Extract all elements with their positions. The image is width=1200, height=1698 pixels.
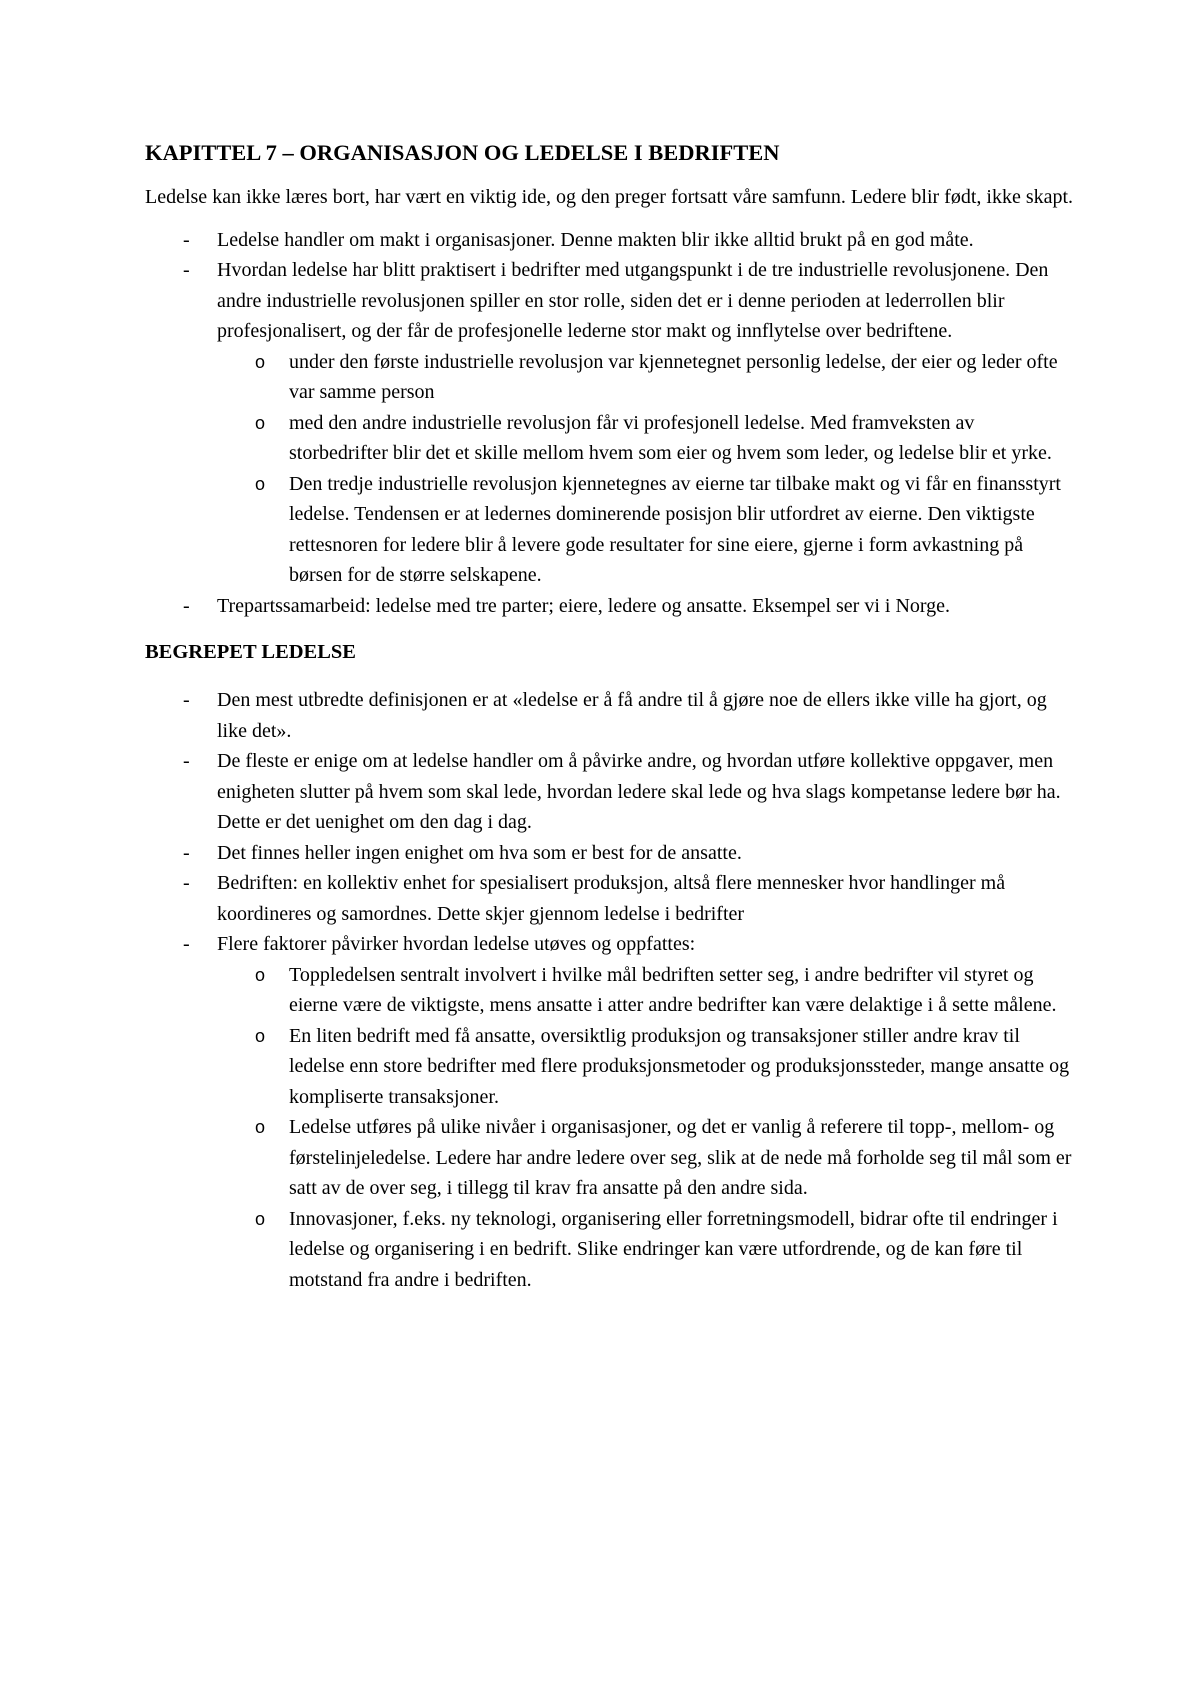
list-item bbox=[145, 591, 1075, 622]
document-page bbox=[145, 138, 1075, 1295]
sub-list-item bbox=[217, 1021, 1075, 1113]
dash-bullet: - bbox=[183, 594, 190, 617]
circle-bullet: o bbox=[255, 1117, 266, 1137]
section1-list bbox=[145, 225, 1075, 622]
sub-list-item-text: En liten bedrift med få ansatte, oversiktlig produksjon og transaksjoner stiller andre krav til ledelse enn store bedrifter med flere produksjonsmetoder og produksjonssteder, mange ansatte og kompliserte transaksjoner. bbox=[289, 1024, 1070, 1108]
sub-list-item-text: Ledelse utføres på ulike nivåer i organisasjoner, og det er vanlig å referere til topp-, mellom- og førstelinjeledelse. Ledere har andre ledere over seg, slik at de nede må forholde seg til mål som er satt av de over seg, i tillegg til krav fra ansatte på den andre sida. bbox=[289, 1116, 1072, 1199]
sub-list-item-text: Innovasjoner, f.eks. ny teknologi, organisering eller forretningsmodell, bidrar ofte til endringer i ledelse og organisering i en bedrift. Slike endringer kan være utfordrende, og de kan føre til motstand fra andre i bedriften. bbox=[289, 1207, 1058, 1291]
sub-list-item bbox=[217, 1204, 1075, 1296]
circle-bullet: o bbox=[255, 1208, 266, 1229]
sub-list-item-text: Den tredje industrielle revolusjon kjennetegnes av eierne tar tilbake makt og vi får en finansstyrt ledelse. Tendensen er at ledernes dominerende posisjon blir utfordret av eierne. Den viktigste rettesnoren for ledere blir å levere gode resultater for sine eiere, gjerne i form avkastning på børsen for de større selskapene. bbox=[289, 472, 1061, 586]
list-item-text: Ledelse handler om makt i organisasjoner. Denne makten blir ikke alltid brukt på en god måte. bbox=[217, 228, 974, 251]
list-item bbox=[145, 838, 1075, 869]
sub-list-item-text: under den første industrielle revolusjon var kjennetegnet personlig ledelse, der eier og leder ofte var samme person bbox=[289, 350, 1058, 403]
list-item bbox=[145, 746, 1075, 838]
list-item bbox=[145, 225, 1075, 256]
sub-list-item bbox=[217, 347, 1075, 408]
dash-bullet: - bbox=[183, 228, 190, 251]
circle-bullet: o bbox=[255, 412, 266, 433]
intro-paragraph: Ledelse kan ikke læres bort, har vært en viktig ide, og den preger fortsatt våre samfunn. Ledere blir født, ikke skapt. bbox=[145, 186, 1074, 208]
dash-bullet: - bbox=[183, 872, 190, 894]
circle-bullet: o bbox=[255, 351, 266, 372]
dash-bullet: - bbox=[183, 750, 190, 772]
sub-list bbox=[217, 347, 1075, 591]
list-item-text: Trepartssamarbeid: ledelse med tre parter; eiere, ledere og ansatte. Eksempel ser vi i Norge. bbox=[217, 594, 951, 617]
dash-bullet: - bbox=[183, 259, 190, 281]
list-item-text: De fleste er enige om at ledelse handler om å påvirke andre, og hvordan utføre kollektive oppgaver, men enigheten slutter på hvem som skal lede, hvordan ledere skal lede og hva slags kompetanse ledere bør ha. Dette er det uenighet om den dag i dag. bbox=[217, 750, 1061, 833]
circle-bullet: o bbox=[255, 473, 266, 494]
list-item-text: Bedriften: en kollektiv enhet for spesialisert produksjon, altså flere mennesker hvor handlinger må koordineres og samordnes. Dette skjer gjennom ledelse i bedrifter bbox=[217, 872, 1006, 925]
section-heading-begrepet-ledelse: BEGREPET LEDELSE bbox=[145, 641, 356, 663]
list-item-text: Hvordan ledelse har blitt praktisert i bedrifter med utgangspunkt i de tre industrielle revolusjonene. Den andre industrielle revolusjonen spiller en stor rolle, siden det er i denne perioden at lederrollen blir profesjonalisert, og der får de profesjonelle lederne stor makt og innflytelse over bedriftene. bbox=[217, 259, 1049, 342]
circle-bullet: o bbox=[255, 1025, 266, 1046]
sub-list-item-text: Toppledelsen sentralt involvert i hvilke mål bedriften setter seg, i andre bedrifter vil styret og eierne være de viktigste, mens ansatte i atter andre bedrifter kan være delaktige i å sette målene. bbox=[289, 963, 1057, 1016]
sub-list-item-text: med den andre industrielle revolusjon får vi profesjonell ledelse. Med framveksten av storbedrifter blir det et skille mellom hvem som eier og hvem som leder, og ledelse blir et yrke. bbox=[289, 411, 1052, 464]
list-item-text: Den mest utbredte definisjonen er at «ledelse er å få andre til å gjøre noe de ellers ikke ville ha gjort, og like det». bbox=[217, 689, 1047, 742]
list-item bbox=[145, 255, 1075, 591]
circle-bullet: o bbox=[255, 964, 266, 985]
section2-list bbox=[145, 685, 1075, 1295]
dash-bullet: - bbox=[183, 841, 190, 864]
list-item bbox=[145, 929, 1075, 1295]
dash-bullet: - bbox=[183, 933, 190, 955]
list-item bbox=[145, 868, 1075, 929]
list-item-text: Det finnes heller ingen enighet om hva som er best for de ansatte. bbox=[217, 841, 742, 864]
list-item bbox=[145, 685, 1075, 746]
chapter-title: KAPITTEL 7 – ORGANISASJON OG LEDELSE I BEDRIFTEN bbox=[145, 140, 780, 165]
sub-list-item bbox=[217, 1112, 1075, 1204]
dash-bullet: - bbox=[183, 689, 190, 711]
list-item-text: Flere faktorer påvirker hvordan ledelse utøves og oppfattes: bbox=[217, 933, 696, 955]
sub-list bbox=[217, 960, 1075, 1296]
sub-list-item bbox=[217, 469, 1075, 591]
sub-list-item bbox=[217, 960, 1075, 1021]
sub-list-item bbox=[217, 408, 1075, 469]
